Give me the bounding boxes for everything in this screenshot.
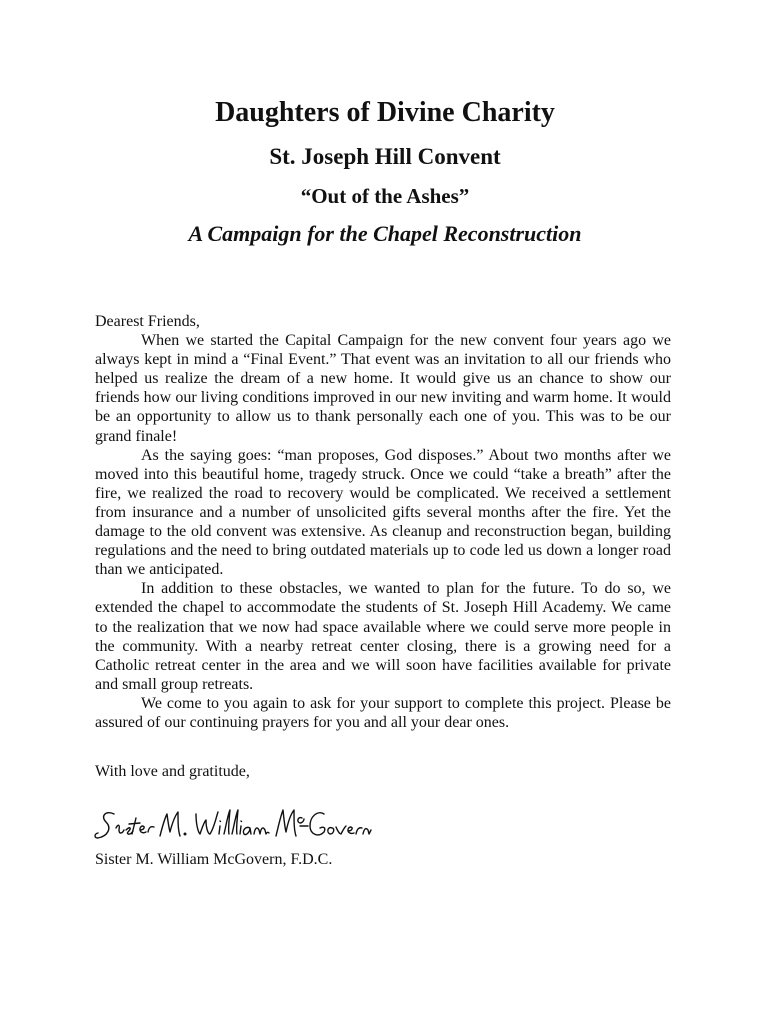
- paragraph-4: We come to you again to ask for your support to complete this project. Please be assured of our continuing prayers for you and all your dear ones.: [95, 694, 671, 731]
- closing-line: With love and gratitude,: [95, 763, 250, 780]
- salutation: Dearest Friends,: [95, 313, 200, 330]
- letter-body: [95, 312, 671, 732]
- campaign-quote: “Out of the Ashes”: [300, 184, 470, 208]
- convent-title: St. Joseph Hill Convent: [269, 144, 501, 169]
- paragraph-1: When we started the Capital Campaign for the new convent four years ago we always kept in mind a “Final Event.” That event was an invitation to all our friends who helped us realize the dream of a new home. It would give us an chance to show our friends how our living conditions improved in our new inviting and warm home. It would be an opportunity to allow us to thank personally each one of you. This was to be our grand finale!: [95, 332, 671, 445]
- campaign-title: A Campaign for the Chapel Reconstruction: [188, 221, 582, 246]
- paragraph-2: As the saying goes: “man proposes, God disposes.” About two months after we moved into this beautiful home, tragedy struck. Once we could “take a breath” after the fire, we realized the road to recovery would be complicated. We received a settlement from insurance and a number of unsolicited gifts several months after the fire. Yet the damage to the old convent was extensive. As cleanup and reconstruction began, building regulations and the need to bring outdated materials up to code led us down a longer road than we anticipated.: [95, 446, 671, 579]
- organization-title: Daughters of Divine Charity: [215, 97, 555, 128]
- handwritten-signature: [92, 800, 372, 850]
- paragraph-3: In addition to these obstacles, we wanted to plan for the future. To do so, we extended the chapel to accommodate the students of St. Joseph Hill Academy. We came to the realization that we now had space available where we could serve more people in the community. With a nearby retreat center closing, there is a growing need for a Catholic retreat center in the area and we will soon have facilities available for private and small group retreats.: [95, 580, 671, 693]
- signer-name: Sister M. William McGovern, F.D.C.: [95, 851, 333, 868]
